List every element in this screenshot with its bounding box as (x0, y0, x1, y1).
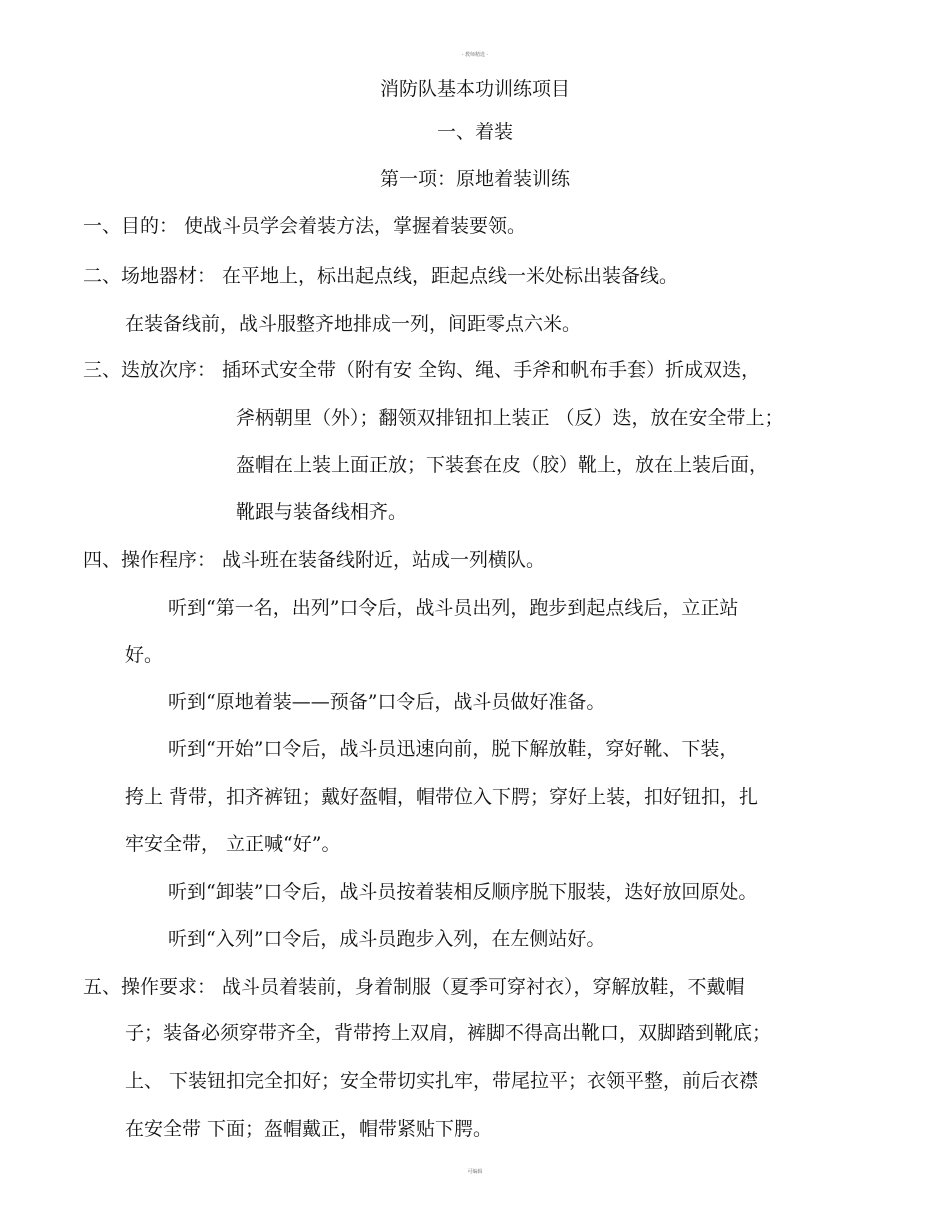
paragraph-line: 听到“开始”口令后，战斗员迅速向前，脱下解放鞋，穿好靴、下装， (168, 738, 739, 760)
paragraph-line: 靴跟与装备线相齐。 (236, 501, 408, 523)
paragraph-line: 听到“原地着装——预备”口令后，战斗员做好准备。 (168, 691, 606, 713)
paragraph-line: 三、迭放次序： 插环式安全带（附有安 全钩、绳、手斧和帆布手套）折成双迭， (83, 359, 761, 381)
paragraph-line: 挎上 背带，扣齐裤钮；戴好盔帽，帽带位入下腭；穿好上装，扣好钮扣，扎 (125, 786, 759, 808)
header-note: - 教师精选 - (461, 52, 489, 58)
paragraph-line: 斧柄朝里（外）；翻领双排钮扣上装正 （反）迭，放在安全带上； (236, 407, 784, 429)
document-title: 消防队基本功训练项目 (379, 78, 570, 100)
paragraph-line: 四、操作程序： 战斗班在装备线附近，站成一列横队。 (83, 549, 546, 571)
paragraph-line: 听到“卸装”口令后，战斗员按着装相反顺序脱下服装，迭好放回原处。 (168, 881, 758, 903)
paragraph-line: 听到“第一名，出列”口令后，战斗员出列，跑步到起点线后，立正站 (168, 597, 739, 619)
paragraph-line: 听到“入列”口令后，成斗员跑步入列，在左侧站好。 (168, 928, 606, 950)
item-heading: 第一项：原地着装训练 (379, 168, 570, 190)
paragraph-line: 在安全带 下面；盔帽戴正，帽带紧贴下腭。 (125, 1118, 493, 1140)
paragraph-line: 子；装备必须穿带齐全，背带挎上双肩，裤脚不得高出靴口，双脚踏到靴底； (125, 1022, 772, 1044)
paragraph-line: 上、 下装钮扣完全扣好；安全带切实扎牢，带尾拉平；衣领平整，前后衣襟 (125, 1070, 759, 1092)
paragraph-line: 盔帽在上装上面正放；下装套在皮（胶）靴上，放在上装后面， (236, 454, 769, 476)
footer-note: 可编辑 (467, 1169, 483, 1175)
paragraph-line: 牢安全带， 立正喊“好”。 (125, 833, 341, 855)
section-heading: 一、着装 (436, 121, 513, 143)
paragraph-line: 五、操作要求： 战斗员着装前，身着制服（夏季可穿衬衣），穿解放鞋，不戴帽 (83, 976, 745, 998)
paragraph-line: 在装备线前，战斗服整齐地排成一列，间距零点六米。 (125, 313, 582, 335)
paragraph-line: 好。 (125, 644, 164, 666)
paragraph-line: 二、场地器材： 在平地上，标出起点线，距起点线一米处标出装备线。 (83, 265, 679, 287)
paragraph-line: 一、目的： 使战斗员学会着装方法，掌握着装要领。 (83, 215, 527, 237)
